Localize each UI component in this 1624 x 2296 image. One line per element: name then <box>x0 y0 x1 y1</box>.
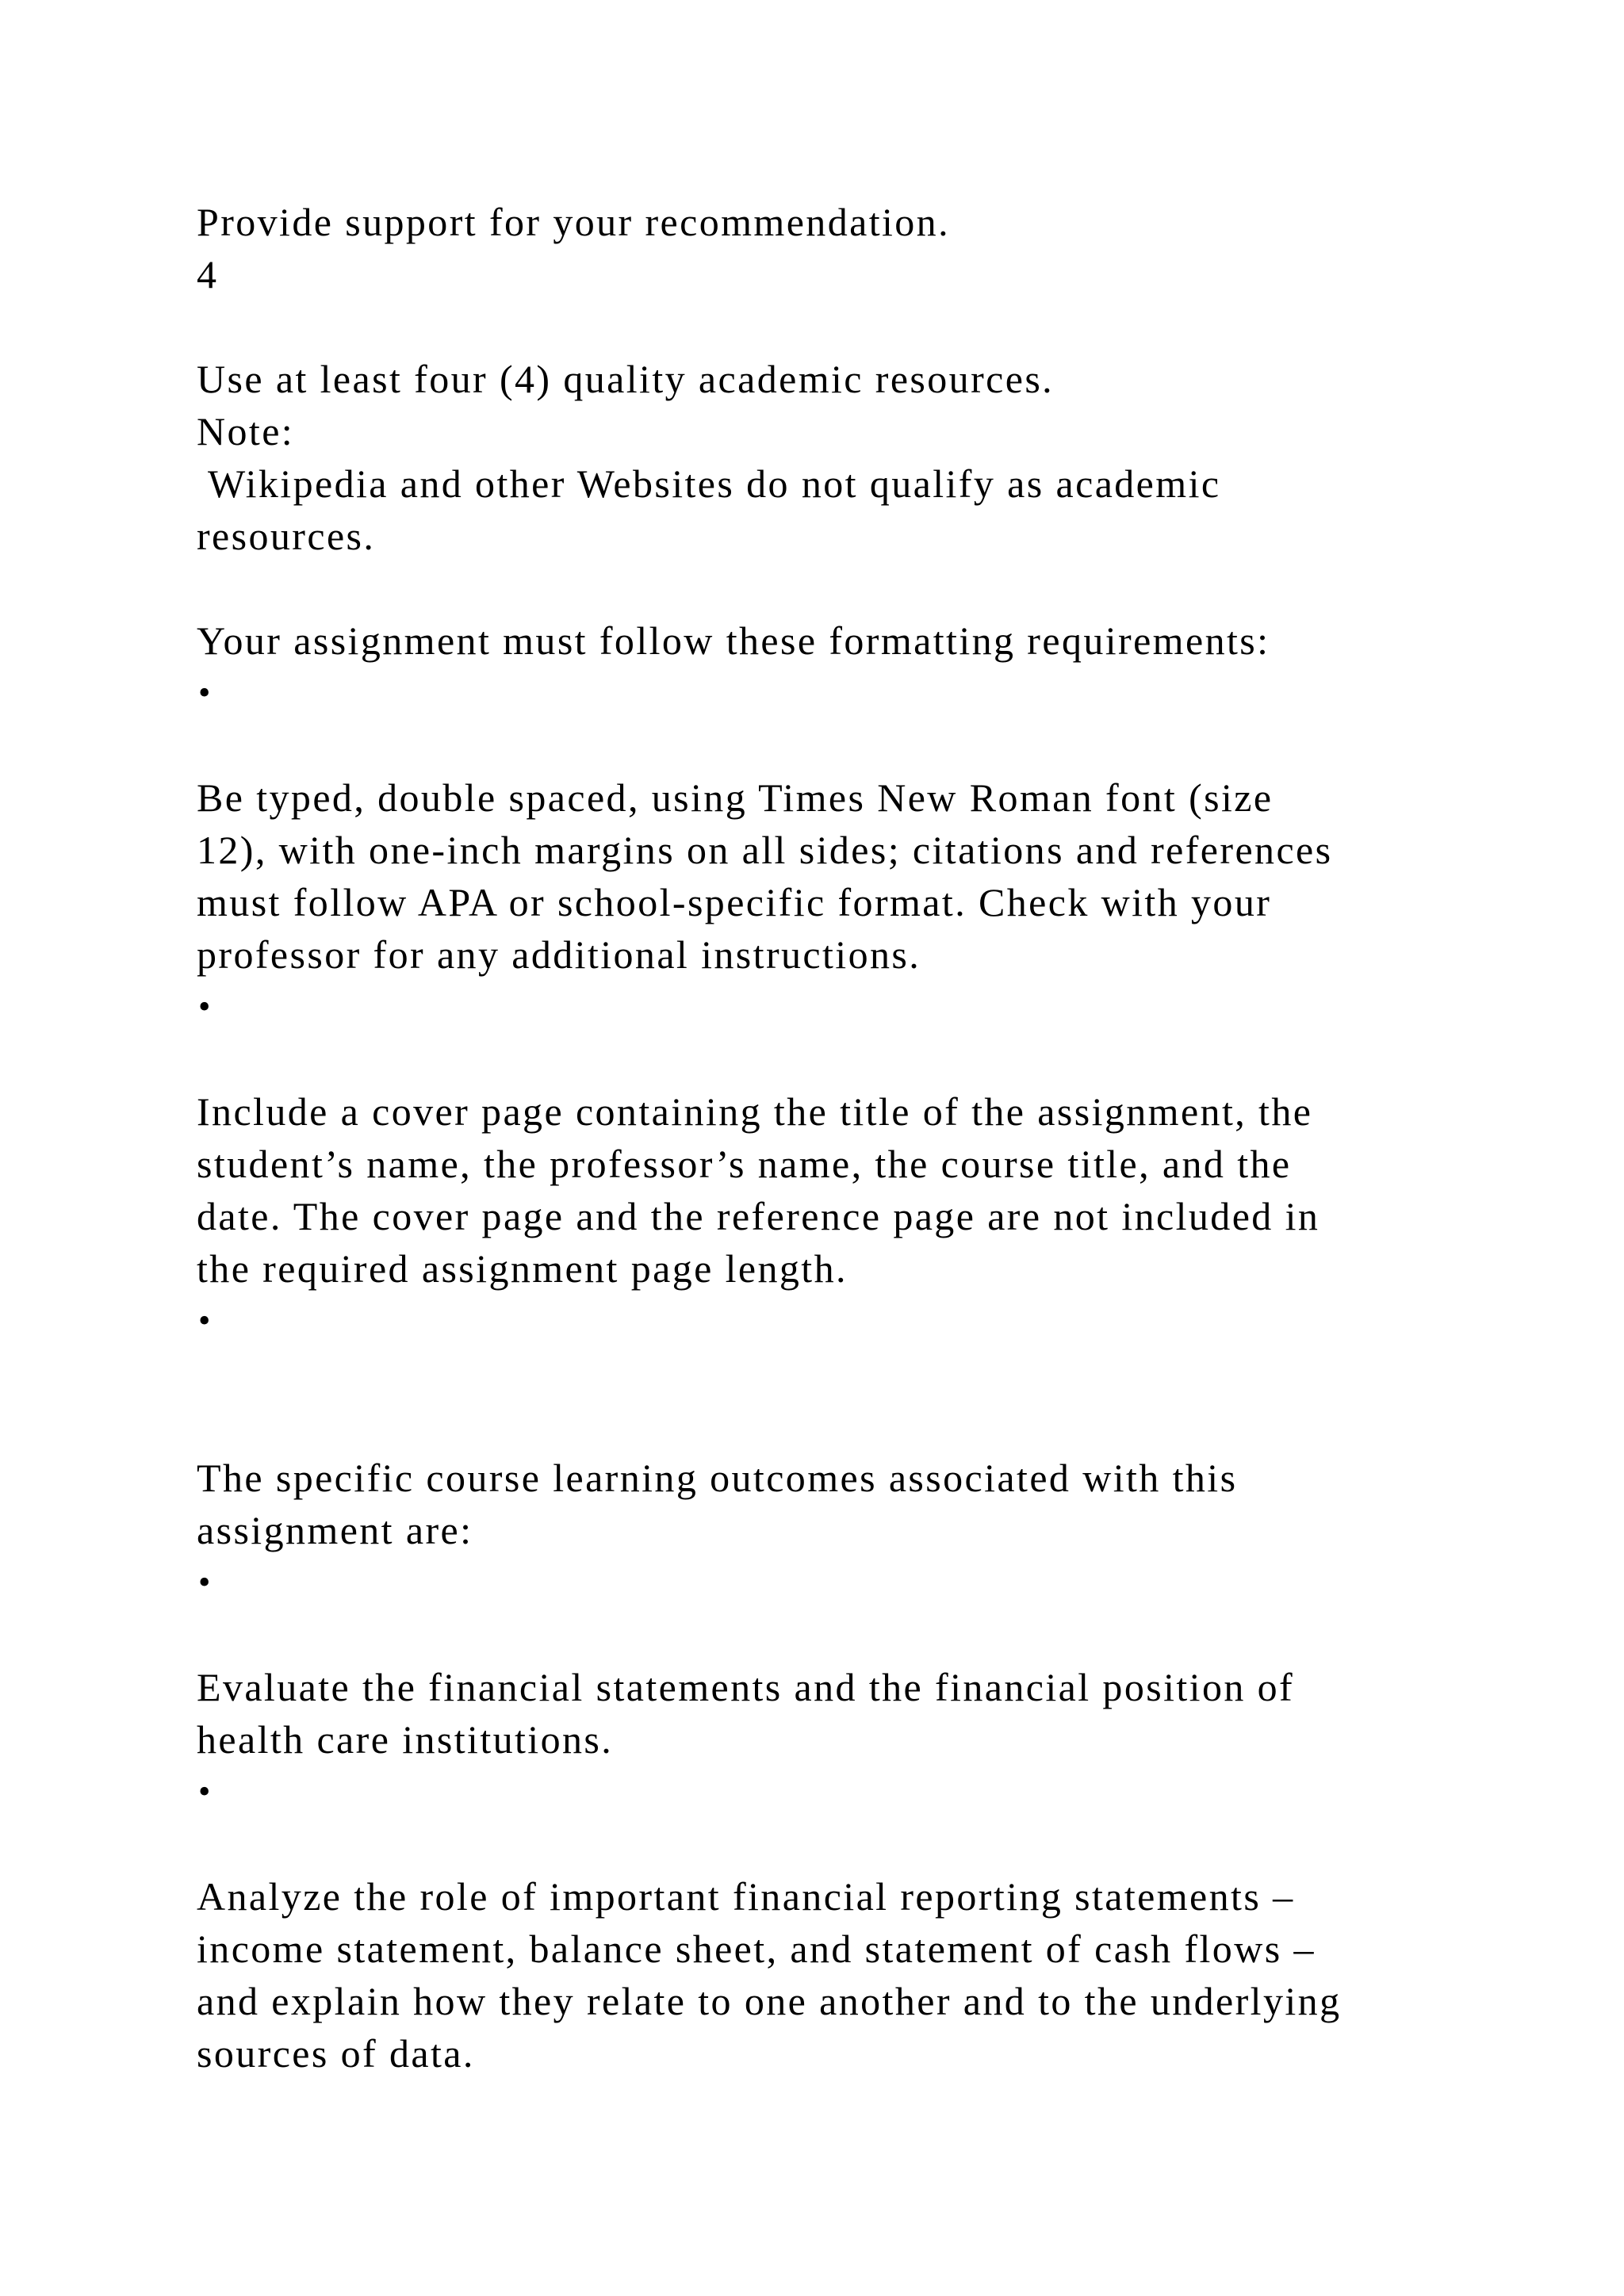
text-line: Be typed, double spaced, using Times New Roman font (size <box>197 775 1274 820</box>
text-line: Analyze the role of important financial reporting statements – <box>197 1874 1295 1919</box>
bullet-marker: • <box>198 1563 211 1601</box>
text-line: professor for any additional instructions. <box>197 932 921 977</box>
bullet-marker: • <box>198 673 211 712</box>
text-line: Your assignment must follow these formatting requirements: <box>197 618 1270 663</box>
text-line: Provide support for your recommendation. <box>197 200 950 244</box>
text-line: health care institutions. <box>197 1717 614 1762</box>
bullet-marker: • <box>198 987 211 1026</box>
text-line: resources. <box>197 514 376 558</box>
text-line: Include a cover page containing the title of the assignment, the <box>197 1089 1313 1134</box>
text-line: Use at least four (4) quality academic resources. <box>197 357 1055 401</box>
text-line: the required assignment page length. <box>197 1246 848 1291</box>
text-line: assignment are: <box>197 1508 473 1552</box>
text-line: must follow APA or school-specific format. Check with your <box>197 880 1272 924</box>
text-line: sources of data. <box>197 2031 475 2076</box>
text-line: income statement, balance sheet, and statement of cash flows – <box>197 1927 1316 1971</box>
bullet-marker: • <box>198 1301 211 1340</box>
text-line: 4 <box>197 252 219 297</box>
text-line: Wikipedia and other Websites do not qualify as academic <box>197 461 1221 506</box>
bullet-marker: • <box>198 1772 211 1811</box>
text-line: Evaluate the financial statements and the financial position of <box>197 1665 1295 1709</box>
text-line: The specific course learning outcomes associated with this <box>197 1456 1238 1500</box>
text-line: student’s name, the professor’s name, the course title, and the <box>197 1142 1292 1186</box>
text-line: and explain how they relate to one another and to the underlying <box>197 1979 1342 2023</box>
text-line: 12), with one-inch margins on all sides; citations and references <box>197 828 1333 872</box>
text-line: date. The cover page and the reference page are not included in <box>197 1194 1320 1238</box>
text-line: Note: <box>197 409 295 453</box>
